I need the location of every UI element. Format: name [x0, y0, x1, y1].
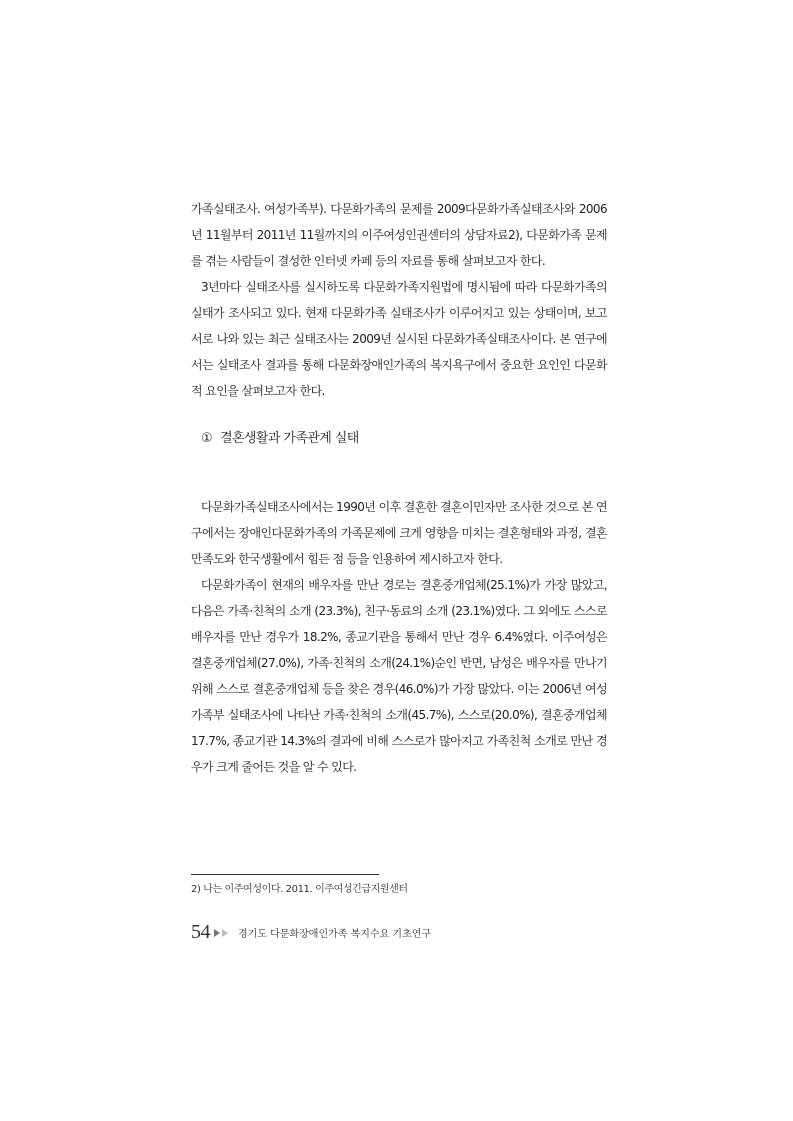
main-content — [191, 196, 607, 780]
footnote-divider — [191, 874, 379, 875]
page-number: 54 — [191, 921, 210, 943]
book-title: 경기도 다문화장애인가족 복지수요 기초연구 — [238, 929, 432, 940]
paragraph-section-findings: 다문화가족이 현재의 배우자를 만난 경로는 결혼중개업체(25.1%)가 가장 많았고, 다음은 가족·친척의 소개 (23.3%), 친구·동료의 소개 (23.1%)였다. 그 외에도 스스로 배우자를 만난 경우가 18.2%, 종교기관을 통해서 만난 경우 6.4%였다. 이주여성은 결혼중개업체(27.0%), 가족·친척의 소개(24.1%)순인 반면, 남성은 배우자를 만나기 위해 스스로 결혼중개업체 등을 찾은 경우(46.0%)가 가장 많았다. 이는 2006년 여성가족부 실태조사에 나타난 가족·친척의 소개(45.7%), 스스로(20.0%), 결혼중개업체 17.7%, 종교기관 14.3%의 결과에 비해 스스로가 많아지고 가족친척 소개로 만난 경우가 크게 줄어든 것을 알 수 있다. — [191, 578, 607, 774]
footnote: 2) 나는 이주여성이다. 2011. 이주여성긴급지원센터 — [191, 884, 408, 895]
section-title: 결혼생활과 가족관계 실태 — [220, 431, 359, 446]
arrow-icon — [214, 929, 220, 937]
page-footer — [191, 921, 431, 944]
paragraph-survey: 3년마다 실태조사를 실시하도록 다문화가족지원법에 명시됨에 따라 다문화가족의 실태가 조사되고 있다. 현재 다문화가족 실태조사가 이루어지고 있는 상태이며, 보고서로 나와 있는 최근 실태조사는 2009년 실시된 다문화가족실태조사이다. 본 연구에서는 실태조사 결과를 통해 다문화장애인가족의 복지욕구에서 중요한 요인인 다문화적 요인을 살펴보고자 한다. — [191, 280, 607, 398]
section-heading — [191, 416, 607, 462]
paragraph-section-intro: 다문화가족실태조사에서는 1990년 이후 결혼한 결혼이민자만 조사한 것으로 본 연구에서는 장애인다문화가족의 가족문제에 크게 영향을 미치는 결혼형태와 과정, 결혼 만족도와 한국생활에서 힘든 점 등을 인용하여 제시하고자 한다. — [191, 500, 607, 566]
paragraph-intro: 가족실태조사. 여성가족부). 다문화가족의 문제를 2009다문화가족실태조사와 2006년 11월부터 2011년 11월까지의 이주여성인권센터의 상담자료2), 다문화가족 문제를 겪는 사람들이 결성한 인터넷 카페 등의 자료를 통해 살펴보고자 한다. — [191, 202, 607, 268]
arrow-icon — [222, 929, 228, 937]
section-number: ① — [201, 431, 213, 446]
